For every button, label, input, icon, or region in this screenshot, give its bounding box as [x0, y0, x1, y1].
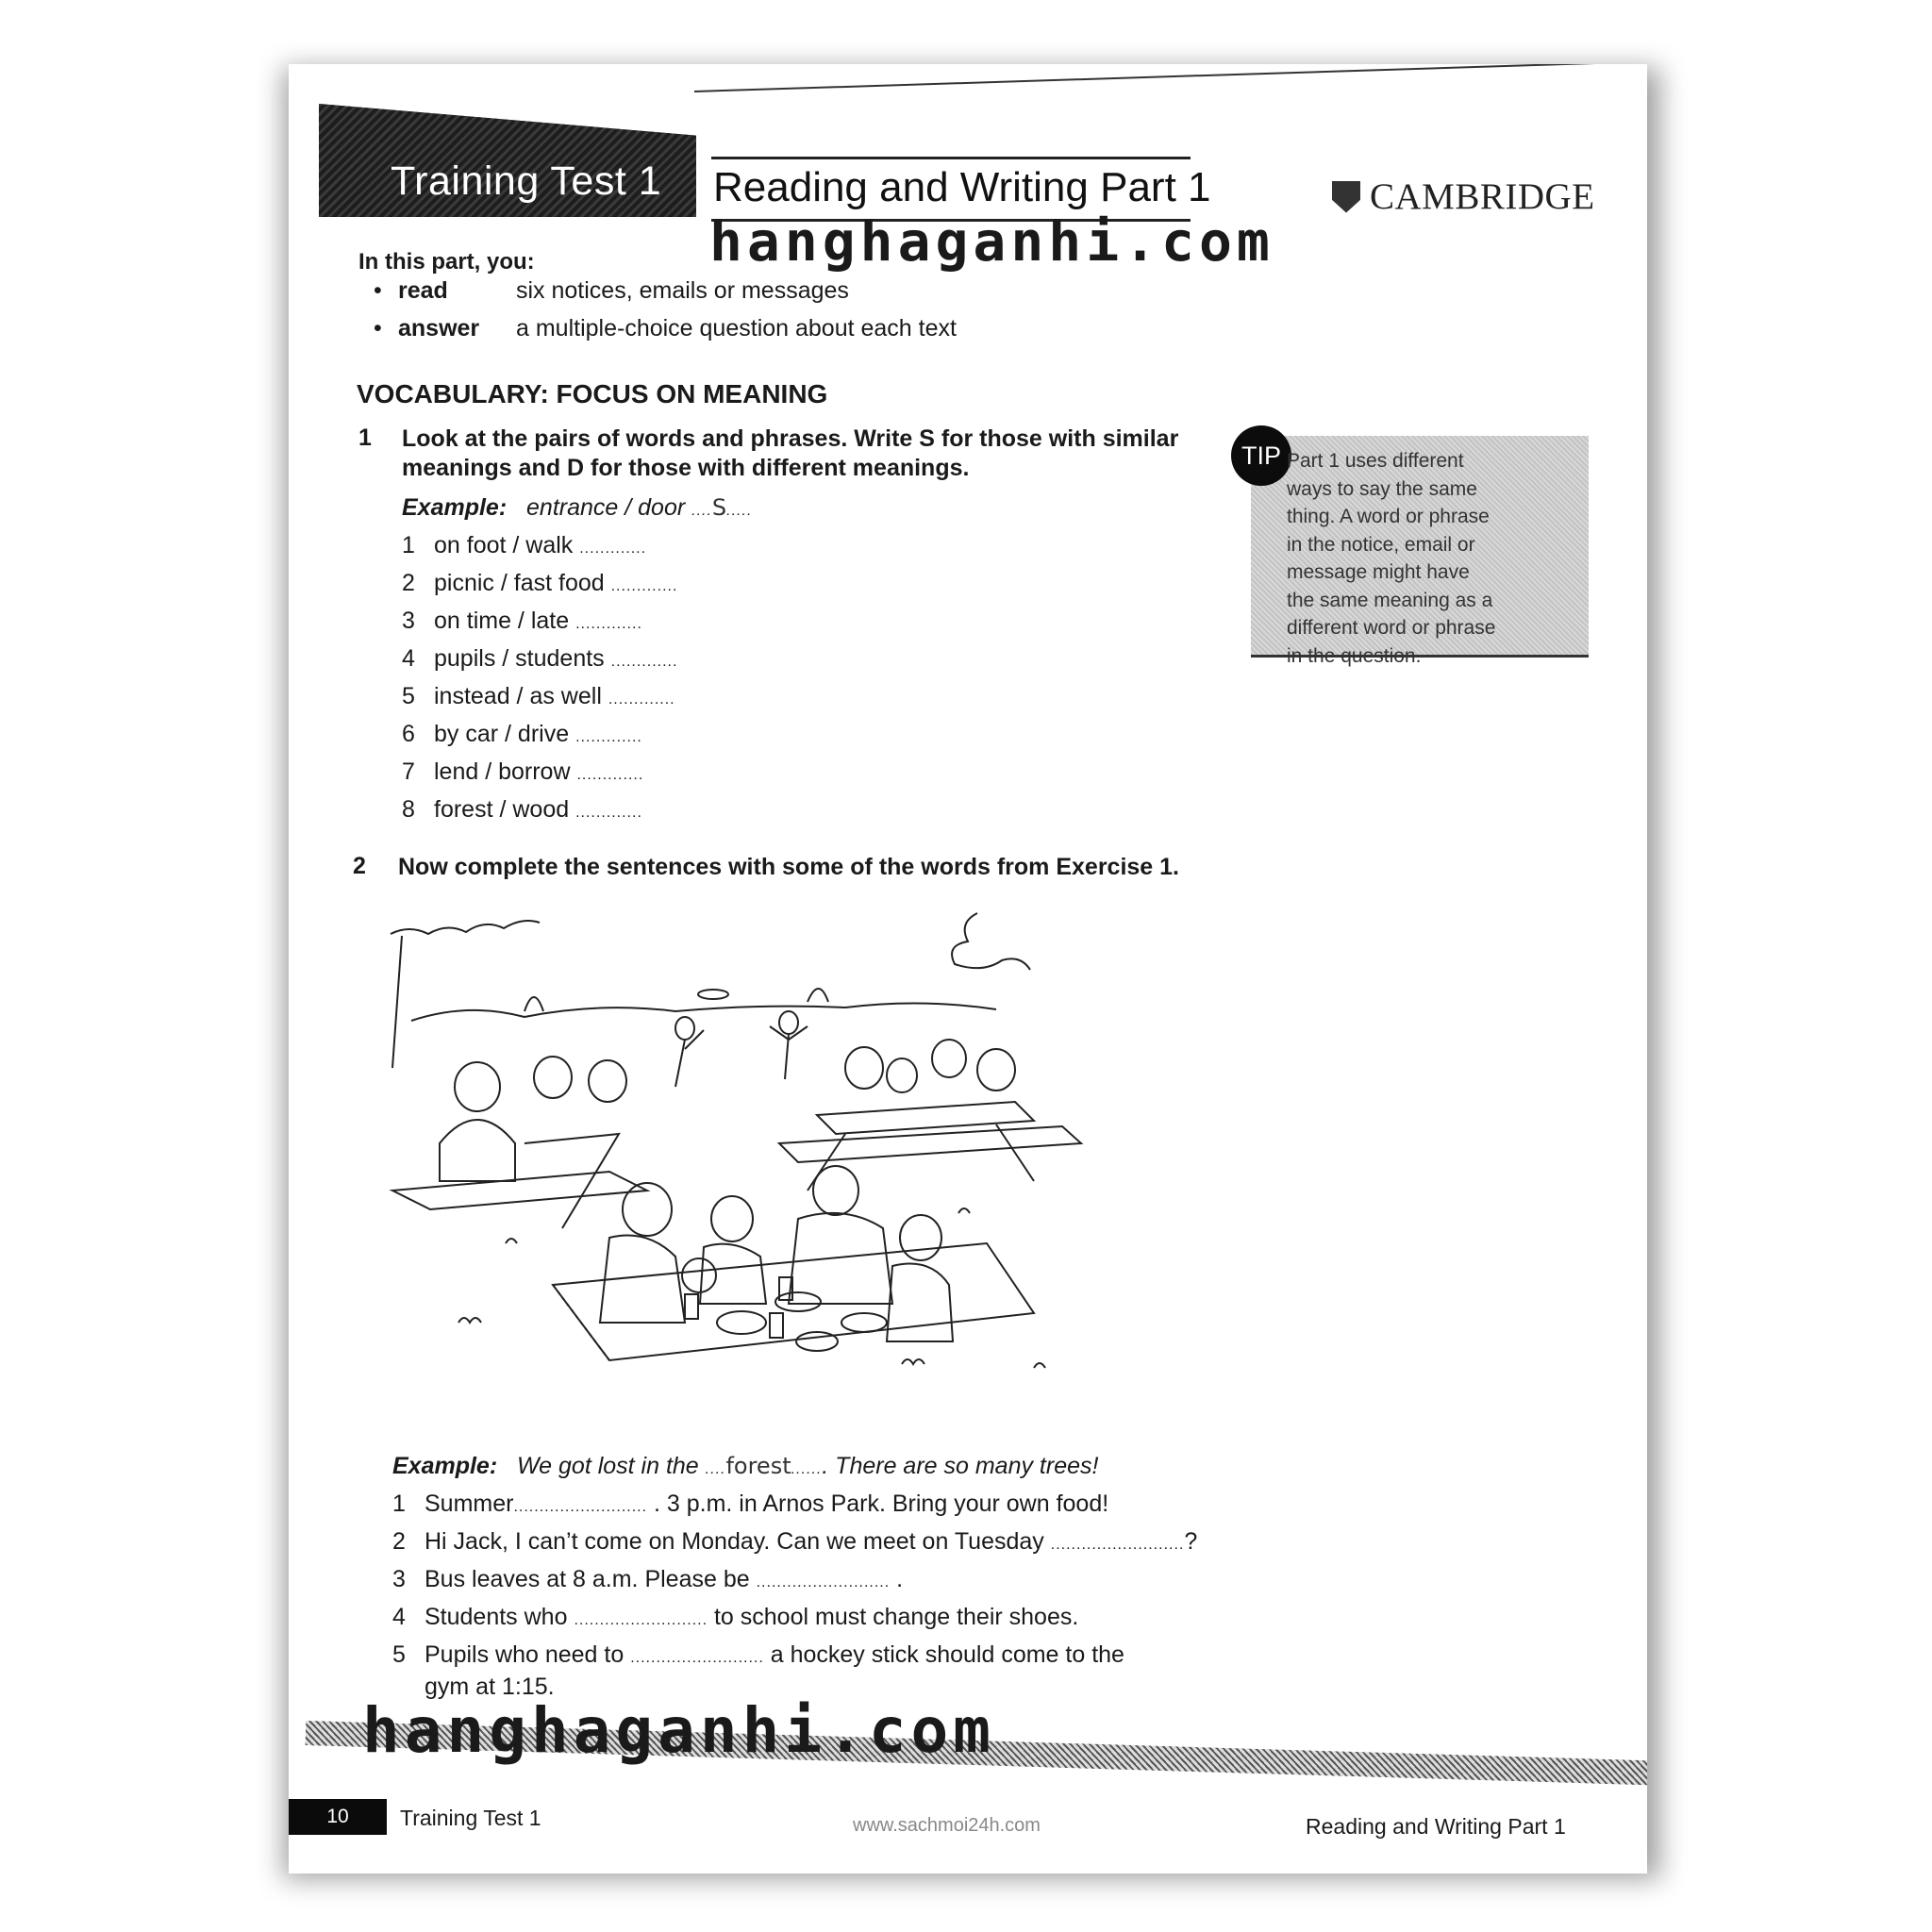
exercise1-item: 4 pupils / students ............. [402, 645, 678, 672]
bullet-text: a multiple-choice question about each text [516, 315, 957, 341]
answer-blank[interactable]: ............. [608, 691, 675, 708]
publisher-name: CAMBRIDGE [1370, 176, 1595, 217]
worksheet-page [289, 64, 1647, 1874]
answer-blank[interactable]: ............. [575, 729, 642, 745]
exercise1-item: 5 instead / as well ............. [402, 683, 675, 709]
answer-blank[interactable]: ............. [579, 541, 647, 557]
exercise1-number: 1 [358, 425, 372, 451]
answer-blank[interactable]: .......................... [1050, 1537, 1185, 1553]
answer-blank[interactable]: .......................... [630, 1650, 764, 1666]
bullet-icon: • [374, 277, 382, 304]
cambridge-shield-icon [1332, 181, 1360, 213]
exercise1-item: 3 on time / late ............. [402, 608, 642, 634]
exercise2-item: 2 Hi Jack, I can’t come on Monday. Can we meet on Tuesday ..........................? [392, 1528, 1198, 1555]
exercise1-item: 6 by car / drive ............. [402, 721, 642, 747]
part-title: Reading and Writing Part 1 [713, 164, 1211, 210]
answer-blank[interactable]: ............. [575, 616, 642, 632]
bullet-text: six notices, emails or messages [516, 277, 849, 304]
answer-blank[interactable]: ............. [576, 767, 644, 783]
bullet-key: answer [398, 315, 480, 341]
exercise2-item-continuation: gym at 1:15. [425, 1674, 555, 1700]
tip-text: Part 1 uses different ways to say the same thing. A word or phrase in the notice, email or message might have the same meaning as a different word or phrase in the question. [1287, 450, 1496, 667]
bullet-icon: • [374, 315, 382, 341]
part-title-top-rule [711, 157, 1191, 159]
handwritten-answer: forest [725, 1453, 791, 1479]
answer-blank[interactable]: .......................... [574, 1612, 708, 1628]
exercise2-number: 2 [353, 853, 366, 879]
exercise1-instruction: Look at the pairs of words and phrases. Write S for those with similar meanings and D for those with different meanings. [402, 425, 1179, 481]
exercise1-item: 2 picnic / fast food ............. [402, 570, 678, 596]
page-number: 10 [289, 1799, 387, 1835]
exercise2-item: 3 Bus leaves at 8 a.m. Please be .......................... . [392, 1566, 904, 1592]
exercise1-example: Example: entrance / door ....S..... [402, 494, 753, 521]
exercise1-item: 7 lend / borrow ............. [402, 758, 644, 785]
answer-blank[interactable]: ............. [610, 654, 678, 670]
exercise1-item: 1 on foot / walk ............. [402, 532, 647, 558]
footer-url: www.sachmoi24h.com [853, 1815, 1041, 1836]
exercise1-item: 8 forest / wood ............. [402, 796, 642, 823]
answer-blank[interactable]: .......................... [513, 1499, 648, 1515]
exercise2-item: 5 Pupils who need to .......................... a hockey stick should come to the [392, 1641, 1124, 1668]
header-top-rule [694, 64, 1647, 92]
section-heading: VOCABULARY: FOCUS ON MEANING [357, 379, 828, 408]
intro-bullet [374, 315, 957, 342]
footer-right-label: Reading and Writing Part 1 [1306, 1814, 1566, 1839]
bullet-key: read [398, 277, 448, 304]
exercise2-instruction: Now complete the sentences with some of the words from Exercise 1. [398, 854, 1180, 880]
answer-blank[interactable]: .......................... [756, 1574, 891, 1591]
handwritten-answer: S [711, 494, 727, 521]
intro-bullet [374, 277, 849, 305]
tip-badge: TIP [1231, 425, 1291, 486]
footer-left-label: Training Test 1 [400, 1806, 541, 1830]
watermark-bottom: hanghaganhi.com [362, 1694, 996, 1767]
exercise2-example: Example: We got lost in the ....forest....... There are so many trees! [392, 1453, 1099, 1479]
cambridge-logo [1332, 175, 1595, 218]
test-title: Training Test 1 [391, 158, 662, 204]
exercise2-item: 1 Summer.......................... . 3 p.m. in Arnos Park. Bring your own food! [392, 1491, 1109, 1517]
intro-lead: In this part, you: [358, 249, 535, 275]
picnic-illustration [374, 908, 1123, 1402]
answer-blank[interactable]: ............. [575, 805, 642, 821]
answer-blank[interactable]: ............. [610, 578, 678, 594]
watermark-top: hanghaganhi.com [709, 209, 1274, 274]
exercise2-item: 4 Students who .......................... to school must change their shoes. [392, 1604, 1079, 1630]
